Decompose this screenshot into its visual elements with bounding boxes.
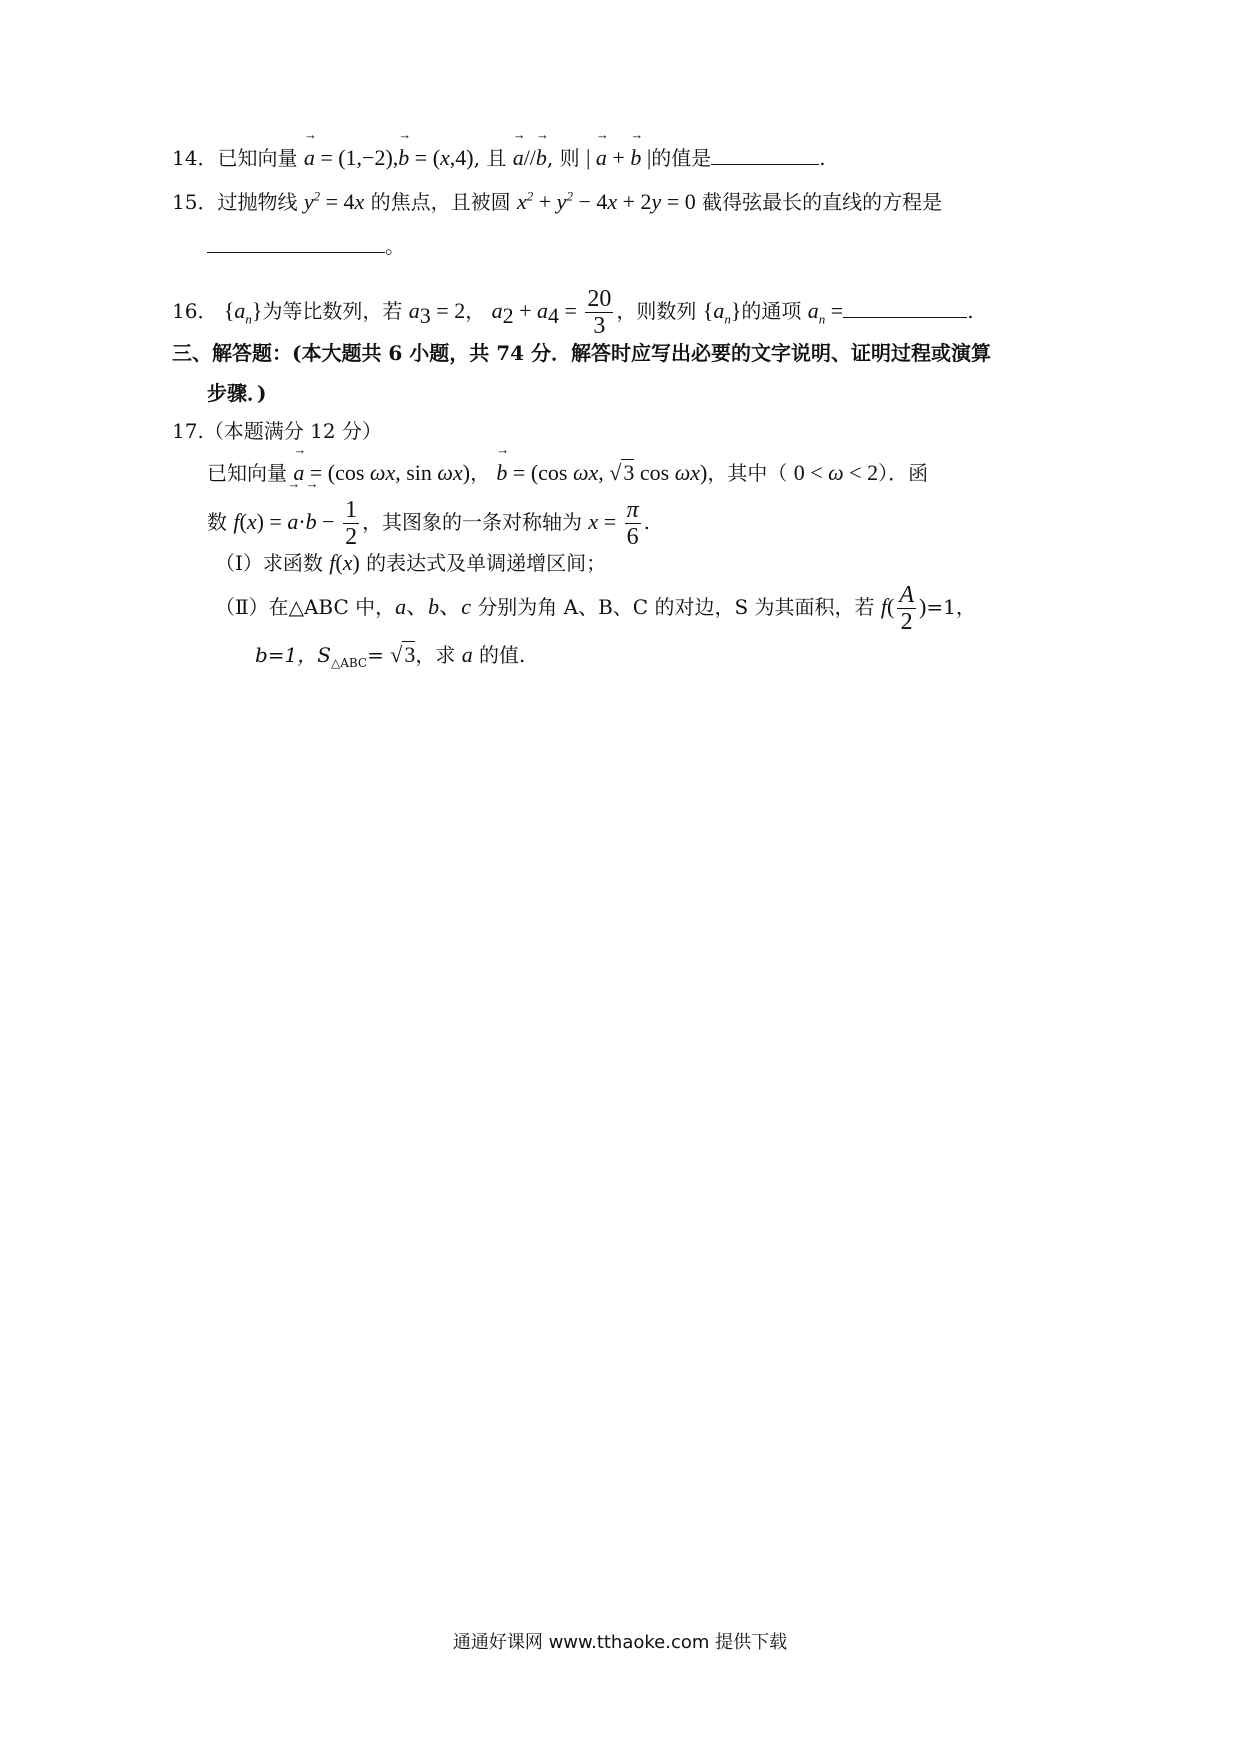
question-number: 15． <box>172 190 218 214</box>
question-17-header: 17.（本题满分 12 分） <box>172 419 382 443</box>
vector-formula: → a = (1,−2),→ b = (x,4) <box>304 145 474 170</box>
question-16: 16． $\{a_n\}$为等比数列，若 $a_3 = 2$， $a_2 + a_4$ = $\frac{20}{3}$ ，则数列 $\{a_n\}$的通项 $a_n$ = . <box>172 286 974 339</box>
question-number: 14． <box>172 146 218 170</box>
fraction-20-3: $\frac{20}{3}$ <box>587 286 612 339</box>
sequence-symbol: $\{a_n\}$ <box>702 298 742 327</box>
section-3-heading-cont: 步骤．) <box>207 381 267 405</box>
circle-equation: $x^2 + y^2 - 4x + 2y = 0$ <box>516 188 696 214</box>
fraction-1-2: $\frac{1}{2}$ <box>345 497 358 550</box>
question-17-function: 数 f(x) = → a·→ b − $\frac{1}{2}$ ，其图象的一条对称轴为 x = $\frac{\pi}{6}$ . <box>207 492 650 552</box>
vector-b: → b = (cos ωx, √3 cos ωx) <box>496 460 707 485</box>
answer-blank[interactable] <box>843 295 967 318</box>
parallel-condition: → a//→ b <box>513 145 547 170</box>
function-definition: f(x) = → a·→ b − <box>233 509 340 534</box>
omega-range: 0 < ω < 2 <box>793 460 879 485</box>
general-term: $a_n$ = <box>807 298 844 327</box>
answer-blank[interactable] <box>711 142 819 165</box>
sequence-symbol: $\{a_n\}$ <box>223 298 263 327</box>
section-3-heading: 三、解答题：(本大题共 6 小题，共 74 分．解答时应写出必要的文字说明、证明过程或演算 <box>172 341 992 365</box>
function-fx: f(x) <box>329 550 360 575</box>
answer-blank[interactable] <box>207 230 385 253</box>
question-14: 14．已知向量 → a = (1,−2),→ b = (x,4), 且 → a//→ b, 则 | → a + → b |的值是 . <box>172 142 826 173</box>
question-15: 15．过抛物线 $y^2 = 4x$ 的焦点，且被圆 $x^2 + y^2 - 4x + 2y = 0$ 截得弦最长的直线的方程是 <box>172 188 943 214</box>
question-number: 17. <box>172 419 204 443</box>
question-number: 16． <box>172 299 218 323</box>
fraction-a-2: $\frac{A}{2}$ <box>899 582 915 635</box>
question-17-part-2: （Ⅱ）在△ABC 中，a、b、c 分别为角 A、B、C 的对边，S 为其面积，若 f( $\frac{A}{2}$ )=1， <box>215 582 976 635</box>
magnitude-expression: | → a + → b | <box>586 145 651 170</box>
parabola-equation: $y^2 = 4x$ <box>303 188 365 214</box>
symmetry-axis: x = <box>588 509 622 534</box>
function-value: f( <box>880 594 895 619</box>
question-15-blank-line: 。 <box>207 230 405 261</box>
vector-a: → a = (cos ωx, sin ωx) <box>293 460 470 485</box>
question-17-vectors: 已知向量 → a = (cos ωx, sin ωx)， → b = (cos ωx, √3 cos ωx)，其中（ 0 < ω < 2）．函 <box>207 458 928 488</box>
variable-a: a <box>461 642 473 667</box>
sqrt-3: √3 <box>390 642 416 667</box>
question-17-part-1: （I）求函数 f(x) 的表达式及单调递增区间； <box>215 550 607 575</box>
side-names: a、b、c <box>395 594 471 619</box>
sum-condition: $a_2 + a_4$ = <box>491 298 583 329</box>
fraction-pi-6: $\frac{\pi}{6}$ <box>626 497 639 550</box>
page-footer: 通通好课网 www.tthaoke.com 提供下载 <box>452 1632 788 1653</box>
a3-condition: $a_3 = 2$ <box>408 298 466 329</box>
question-17-part-2-cont: b=1，$S_{\triangle ABC}= √3$，求 a 的值. <box>255 642 526 670</box>
